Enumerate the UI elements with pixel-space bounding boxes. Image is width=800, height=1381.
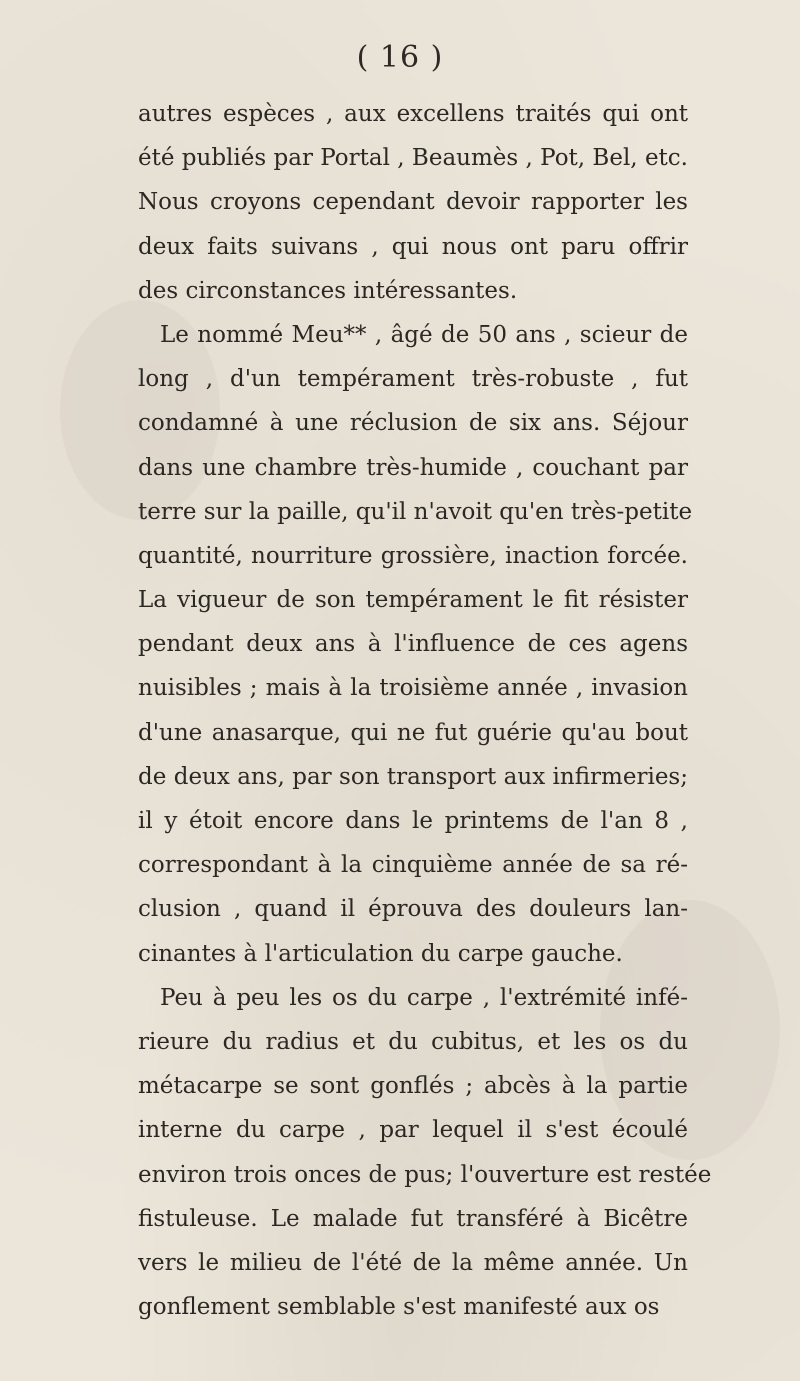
- text-line: long , d'un tempérament très-robuste , fut: [138, 366, 688, 393]
- paragraph: [138, 92, 688, 313]
- text-line: correspondant à la cinquième année de sa ré-: [138, 852, 688, 879]
- text-line: métacarpe se sont gonflés ; abcès à la partie: [138, 1073, 688, 1100]
- text-line: d'une anasarque, qui ne fut guérie qu'au bout: [138, 719, 688, 746]
- text-line: Le nommé Meu** , âgé de 50 ans , scieur de: [160, 321, 688, 348]
- text-line: interne du carpe , par lequel il s'est écoulé: [138, 1117, 688, 1144]
- text-line: terre sur la paille, qu'il n'avoit qu'en très-petite: [138, 498, 693, 525]
- text-line: gonflement semblable s'est manifesté aux os: [138, 1294, 660, 1321]
- text-line: été publiés par Portal , Beaumès , Pot, Bel, etc.: [138, 145, 688, 172]
- text-line: La vigueur de son tempérament le fit résister: [138, 587, 688, 614]
- text-line: fistuleuse. Le malade fut transféré à Bicêtre: [138, 1205, 688, 1232]
- text-line: cinantes à l'articulation du carpe gauche.: [138, 940, 623, 967]
- text-line: il y étoit encore dans le printems de l'an 8 ,: [138, 808, 688, 834]
- text-line: environ trois onces de pus; l'ouverture est restée: [138, 1161, 712, 1188]
- text-line: dans une chambre très-humide , couchant par: [138, 454, 688, 481]
- paragraph: [138, 313, 693, 976]
- text-line: vers le milieu de l'été de la même année. Un: [138, 1249, 688, 1276]
- text-line: autres espèces , aux excellens traités qui ont: [138, 101, 688, 127]
- text-line: de deux ans, par son transport aux infirmeries;: [138, 763, 688, 790]
- text-line: des circonstances intéressantes.: [138, 277, 518, 304]
- text-line: pendant deux ans à l'influence de ces agens: [138, 631, 688, 658]
- paragraph: [138, 976, 712, 1330]
- body-text: [138, 92, 712, 1329]
- text-line: Peu à peu les os du carpe , l'extrémité infé-: [160, 984, 688, 1011]
- page-number: ( 16 ): [356, 40, 444, 75]
- text-line: deux faits suivans , qui nous ont paru offrir: [138, 233, 688, 260]
- text-line: clusion , quand il éprouva des douleurs lan-: [138, 896, 688, 923]
- text-line: rieure du radius et du cubitus, et les os du: [138, 1028, 688, 1055]
- text-line: quantité, nourriture grossière, inaction forcée.: [138, 542, 688, 569]
- text-line: nuisibles ; mais à la troisième année , invasion: [138, 675, 688, 702]
- text-line: Nous croyons cependant devoir rapporter les: [138, 189, 688, 216]
- text-line: condamné à une réclusion de six ans. Séjour: [138, 410, 688, 437]
